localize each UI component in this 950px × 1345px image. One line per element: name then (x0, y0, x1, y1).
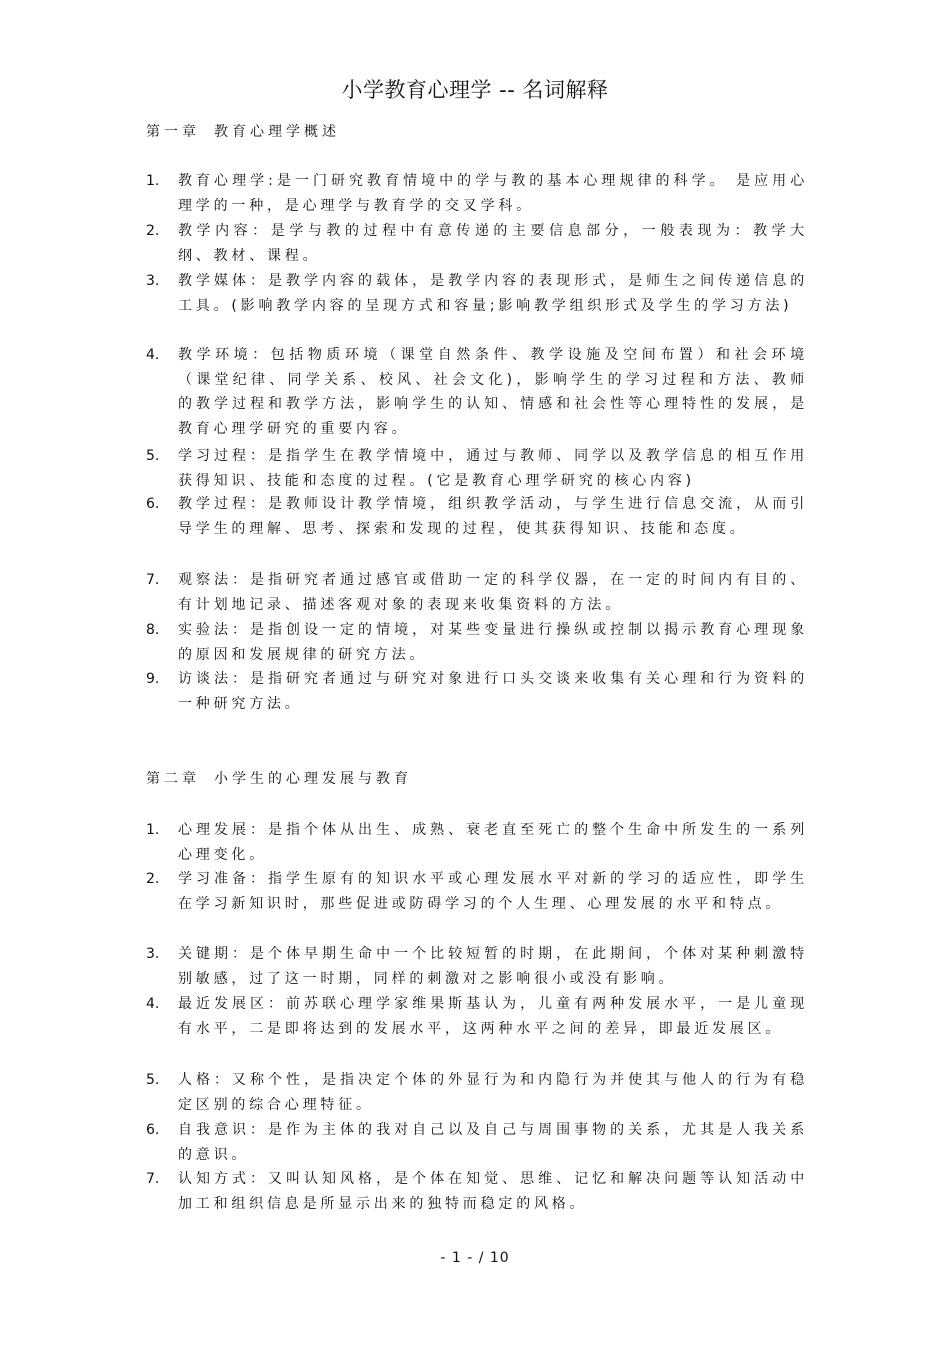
item-text: 教学内容：是学与教的过程中有意传递的主要信息部分，一般表现为：教学大纲、教材、课程。 (178, 223, 808, 264)
chapter-heading (146, 768, 412, 788)
item-number: 3. (146, 273, 160, 289)
list-item (146, 1118, 808, 1167)
list-item (146, 867, 808, 916)
list-item (146, 169, 808, 218)
item-text: 教学过程：是教师设计教学情境，组织教学活动，与学生进行信息交流，从而引导学生的理解、思考、探索和发现的过程，使其获得知识、技能和态度。 (178, 496, 808, 537)
chapter-number: 第二章 (146, 771, 200, 787)
chapter-number: 第一章 (146, 124, 200, 140)
list-item (146, 343, 808, 441)
item-text: 心理发展：是指个体从出生、成熟、衰老直至死亡的整个生命中所发生的一系列心理变化。 (178, 822, 808, 863)
list-item (146, 269, 808, 318)
list-item (146, 618, 808, 667)
list-item (146, 1167, 808, 1216)
item-number: 1. (146, 822, 160, 838)
item-text: 关键期：是个体早期生命中一个比较短暂的时期，在此期间，个体对某种刺激特别敏感，过了这一时期，同样的刺激对之影响很小或没有影响。 (178, 946, 808, 987)
item-number: 2. (146, 871, 160, 887)
item-number: 4. (146, 347, 160, 363)
item-text: 教育心理学:是一门研究教育情境中的学与教的基本心理规律的科学。 是应用心理学的一种，是心理学与教育学的交叉学科。 (178, 173, 808, 214)
item-number: 6. (146, 1122, 160, 1138)
chapter-title: 小学生的心理发展与教育 (214, 771, 412, 787)
item-text: 观察法：是指研究者通过感官或借助一定的科学仪器，在一定的时间内有目的、有计划地记录、描述客观对象的表现来收集资料的方法。 (178, 572, 808, 613)
list-item (146, 942, 808, 991)
list-item (146, 1068, 808, 1117)
item-number: 3. (146, 946, 160, 962)
item-number: 8. (146, 622, 160, 638)
item-text: 学习过程：是指学生在教学情境中，通过与教师、同学以及教学信息的相互作用获得知识、技能和态度的过程。(它是教育心理学研究的核心内容) (178, 448, 808, 489)
list-item (146, 667, 808, 716)
item-number: 2. (146, 223, 160, 239)
item-number: 5. (146, 1072, 160, 1088)
document-title: 小学教育心理学 -- 名词解释 (341, 78, 609, 102)
list-item (146, 492, 808, 541)
page-number: - 1 - / 10 (440, 1250, 510, 1266)
item-text: 实验法：是指创设一定的情境，对某些变量进行操纵或控制以揭示教育心理现象的原因和发展规律的研究方法。 (178, 622, 808, 663)
item-number: 1. (146, 173, 160, 189)
chapter-title: 教育心理学概述 (214, 124, 340, 140)
item-text: 最近发展区：前苏联心理学家维果斯基认为，儿童有两种发展水平，一是儿童现有水平，二是即将达到的发展水平，这两种水平之间的差异，即最近发展区。 (178, 996, 808, 1037)
item-number: 7. (146, 572, 160, 588)
item-text: 自我意识：是作为主体的我对自己以及自己与周围事物的关系，尤其是人我关系的意识。 (178, 1122, 808, 1163)
item-text: 认知方式：又叫认知风格，是个体在知觉、思维、记忆和解决问题等认知活动中加工和组织信息是所显示出来的独特而稳定的风格。 (178, 1171, 808, 1212)
item-text: 人格：又称个性，是指决定个体的外显行为和内隐行为并使其与他人的行为有稳定区别的综合心理特征。 (178, 1072, 808, 1113)
list-item (146, 568, 808, 617)
list-item (146, 444, 808, 493)
item-text: 访谈法：是指研究者通过与研究对象进行口头交谈来收集有关心理和行为资料的一种研究方法。 (178, 671, 808, 712)
item-text: 教学媒体：是教学内容的载体，是教学内容的表现形式，是师生之间传递信息的工具。(影响教学内容的呈现方式和容量;影响教学组织形式及学生的学习方法) (178, 273, 808, 314)
item-number: 9. (146, 671, 160, 687)
item-text: 教学环境：包括物质环境（课堂自然条件、教学设施及空间布置）和社会环境（课堂纪律、同学关系、校风、社会文化)，影响学生的学习过程和方法、教师的教学过程和教学方法，影响学生的认知、情感和社会性等心理特性的发展，是教育心理学研究的重要内容。 (178, 347, 808, 437)
list-item (146, 818, 808, 867)
list-item (146, 219, 808, 268)
chapter-heading (146, 121, 340, 141)
item-number: 4. (146, 996, 160, 1012)
item-number: 6. (146, 496, 160, 512)
item-number: 7. (146, 1171, 160, 1187)
item-text: 学习准备：指学生原有的知识水平或心理发展水平对新的学习的适应性，即学生在学习新知识时，那些促进或防碍学习的个人生理、心理发展的水平和特点。 (178, 871, 808, 912)
list-item (146, 992, 808, 1041)
item-number: 5. (146, 448, 160, 464)
